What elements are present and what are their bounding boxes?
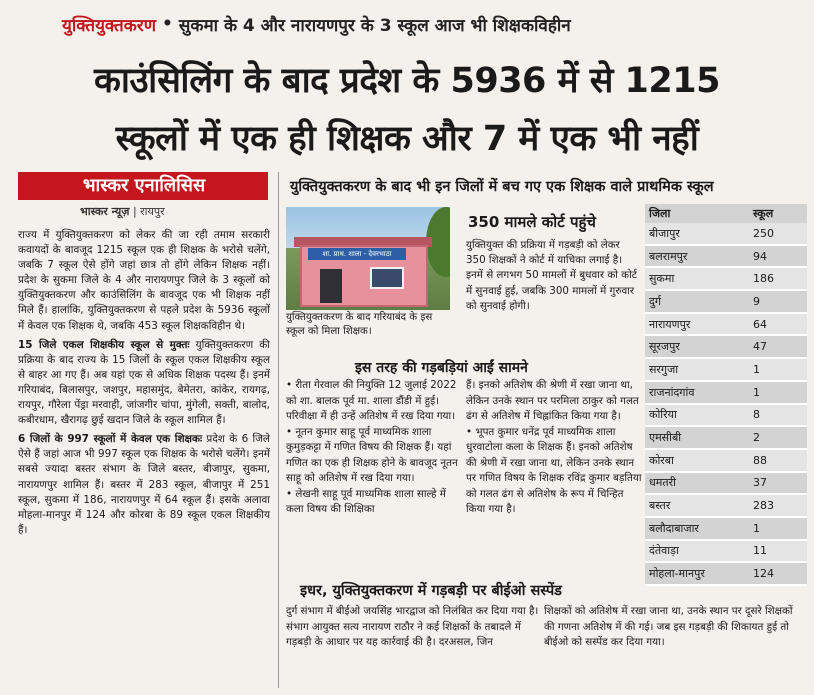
school-count: 8 [749,404,807,427]
table-row [645,313,807,336]
column-divider [278,172,279,688]
district-name: कोरबा [645,449,749,472]
header-schools: स्कूल [749,204,807,223]
district-name: सूरजपुर [645,335,749,358]
school-count: 250 [749,223,807,245]
school-count: 11 [749,540,807,563]
byline [80,204,165,219]
school-count: 1 [749,517,807,540]
school-count: 2 [749,426,807,449]
court-text: युक्तियुक्त की प्रक्रिया में गड़बड़ी को लेकर 350 शिक्षकों ने कोर्ट में याचिका लगाई है। इनमें से लगभग 50 मामलों में बुधवार को कोर्ट में सुनवाई हुई, जबकि 300 मामलों में गुरुवार को सुनवाई होगी। [466,239,637,312]
district-name: बलरामपुर [645,245,749,268]
kicker-line [62,10,571,38]
school-count: 47 [749,335,807,358]
table-row [645,517,807,540]
school-count: 124 [749,562,807,585]
main-story [18,228,270,542]
school-count: 186 [749,267,807,290]
para-2-body: युक्तियुक्तकरण की प्रक्रिया के बाद राज्य के 15 जिलों के स्कूल एकल शिक्षकीय स्कूल से बाहर आ गए हैं। अब यहां एक से अधिक शिक्षक पदस्थ हैं। इनमें गरियाबंद, बिलासपुर, जशपुर, महासमुंद, बेमेतरा, कांकेर, रायगढ़, रायपुर, गौरेला पेंड्रा मरवाही, जांजगीर चांपा, मुंगेली, सक्ती, बालोद, कबीरधाम, खैरागढ़ छुई खदान जिले के स्कूल शामिल हैं। [18,338,270,427]
district-school-table [645,204,807,586]
school-count: 1 [749,358,807,381]
school-count: 9 [749,290,807,313]
table-body [645,223,807,585]
school-count: 1 [749,381,807,404]
school-count: 64 [749,313,807,336]
analysis-label: भास्कर एनालिसिस [82,175,206,196]
photo-window [370,267,404,289]
photo-door [320,269,342,303]
byline-place: | रायपुर [132,205,165,218]
byline-agency: भास्कर न्यूज़ [80,205,130,218]
headline-line-2: स्कूलों में एक ही शिक्षक और 7 में एक भी नहीं [115,119,699,159]
district-name: मोहला-मानपुर [645,562,749,585]
irregularities-col-b [466,378,644,518]
table-row [645,245,807,268]
table-row [645,358,807,381]
irregularity-item: • लेखनी साहू पूर्व माध्यमिक शाला साल्हे में कला विषय की शिक्षिका [286,487,446,515]
headline-line-1: काउंसिलिंग के बाद प्रदेश के 5936 में से 1215 [94,61,720,101]
irregularities-heading: इस तरह की गड़बड़ियां आईं सामने [355,360,528,376]
photo-caption: युक्तियुक्तकरण के बाद गरियाबंद के इस स्कूल को मिला शिक्षक। [286,312,433,337]
court-heading: 350 मामले कोर्ट पहुंचे [468,213,596,231]
table-row [645,472,807,495]
district-name: दंतेवाड़ा [645,540,749,563]
irregularities-col-a [286,378,466,518]
school-count: 88 [749,449,807,472]
school-photo [286,207,450,310]
beo-heading: इधर, युक्तियुक्तकरण में गड़बड़ी पर बीईओ सस्पेंड [300,583,562,599]
beo-text-col-1: दुर्ग संभाग में बीईओ जयसिंह भारद्वाज को निलंबित कर दिया गया है। संभाग आयुक्त सत्य नारायण राठौर ने कई शिक्षकों के तबादले में गड़बड़ी के आधार पर यह कार्रवाई की है। दरअसल, जिन [286,605,539,648]
beo-text-col-2: शिक्षकों को अतिशेष में रखा जाना था, उनके स्थान पर दूसरे शिक्षकों की गणना अतिशेष में की गई। जब इस गड़बड़ी की शिकायत हुई तो बीईओ को सस्पेंड कर दिया गया। [544,605,793,648]
main-story-para-2 [18,338,270,429]
school-count: 283 [749,494,807,517]
photo-signboard: शा. प्राथ. शाला - देवरभाठा [308,248,406,260]
table-row [645,267,807,290]
kicker-tag: युक्तियुक्तकरण [62,15,157,36]
table-row [645,426,807,449]
table-row [645,335,807,358]
district-name: बीजापुर [645,223,749,245]
table-header-row [645,204,807,223]
table-row [645,562,807,585]
school-count: 37 [749,472,807,495]
district-name: सुकमा [645,267,749,290]
table-row [645,449,807,472]
table-row [645,494,807,517]
district-name: राजनांदगांव [645,381,749,404]
district-name: बलौदाबाजार [645,517,749,540]
para-2-lead: 15 जिले एकल शिक्षकीय स्कूल से मुक्तः [18,338,190,351]
district-name: एमसीबी [645,426,749,449]
district-name: सरगुजा [645,358,749,381]
school-count: 94 [749,245,807,268]
para-3-lead: 6 जिलों के 997 स्कूलों में केवल एक शिक्षकः [18,433,203,446]
table-row [645,223,807,245]
table-row [645,290,807,313]
irregularity-item: • नूतन कुमार साहू पूर्व माध्यमिक शाला कुमुड़कट्टा में गणित विषय की शिक्षक हैं। यहां गणित का एक ही शिक्षक होने के बावजूद नूतन साहू को अतिशेष में रख दिया गया। [286,425,458,484]
district-name: बस्तर [645,494,749,517]
table-topic-title: युक्तियुक्तकरण के बाद भी इन जिलों में बच गए एक शिक्षक वाले प्राथमिक स्कूल [290,179,714,195]
irregularity-item: • भूपत कुमार धनेंद्र पूर्व माध्यमिक शाला धुरवाटोला कला के शिक्षक हैं। इनको अतिशेष की श्रेणी में रखा जाना था, लेकिन उनके स्थान पर गणित विषय के शिक्षक रविंद्र कुमार बड़तिया को गलत ढंग से अतिशेष के रूप में चिन्हित किया गया है। [466,425,642,515]
table-row [645,404,807,427]
kicker-bullet: • [162,14,173,34]
district-name: कोरिया [645,404,749,427]
table-row [645,540,807,563]
main-story-para-3 [18,432,270,538]
main-story-para-1: राज्य में युक्तियुक्तकरण को लेकर की जा रही तमाम सरकारी कवायदों के बावजूद 1215 स्कूल एक ही शिक्षक के भरोसे चलेंगे, जबकि 7 स्कूल ऐसे होंगे जहां छात्र तो होंगे लेकिन शिक्षक नहीं। प्रदेश के सुकमा जिले के 4 और नारायणपुर जिले के 3 स्कूलों को युक्तियुक्तकरण और काउंसिलिंग के बावजूद एक भी शिक्षक नहीं मिले हैं। हालांकि, युक्तियुक्तकरण से पहले प्रदेश के 5936 स्कूलों में केवल एक शिक्षक थे, जबकि 453 स्कूल शिक्षकविहीन थे। [18,229,270,332]
headline [12,52,802,168]
table-row [645,381,807,404]
kicker-subhead: सुकमा के 4 और नारायणपुर के 3 स्कूल आज भी शिक्षकविहीन [178,15,571,36]
district-name: नारायणपुर [645,313,749,336]
irregularity-item: • रीता गेरवाल की नियुक्ति 12 जुलाई 2022 को शा. बालक पूर्व मा. शाला डौंडी में हुई। परिवीक्षा में ही उन्हें अतिशेष में रख दिया गया। [286,379,457,422]
header-district: जिला [645,204,749,223]
para-3-body: प्रदेश के 6 जिले ऐसे हैं जहां आज भी 997 स्कूल एक शिक्षक के भरोसे चलेंगे। इनमें सबसे ज्यादा बस्तर संभाग के जिले बस्तर, बीजापुर, सुकमा, नारायणपुर शामिल हैं। बस्तर में 283 स्कूल, बीजापुर में 251 स्कूल, सुकमा में 186, नारायणपुर में 64 स्कूल हैं। इसके अलावा मोहला-मानपुर में 124 और कोरबा के 89 स्कूल एकल शिक्षकीय हैं। [18,433,270,536]
district-name: धमतरी [645,472,749,495]
irregularity-item: हैं। इनको अतिशेष की श्रेणी में रखा जाना था, लेकिन उनके स्थान पर परमिला ठाकुर को गलत ढंग से अतिशेष में चिह्नांकित किया गया है। [466,379,639,422]
district-name: दुर्ग [645,290,749,313]
